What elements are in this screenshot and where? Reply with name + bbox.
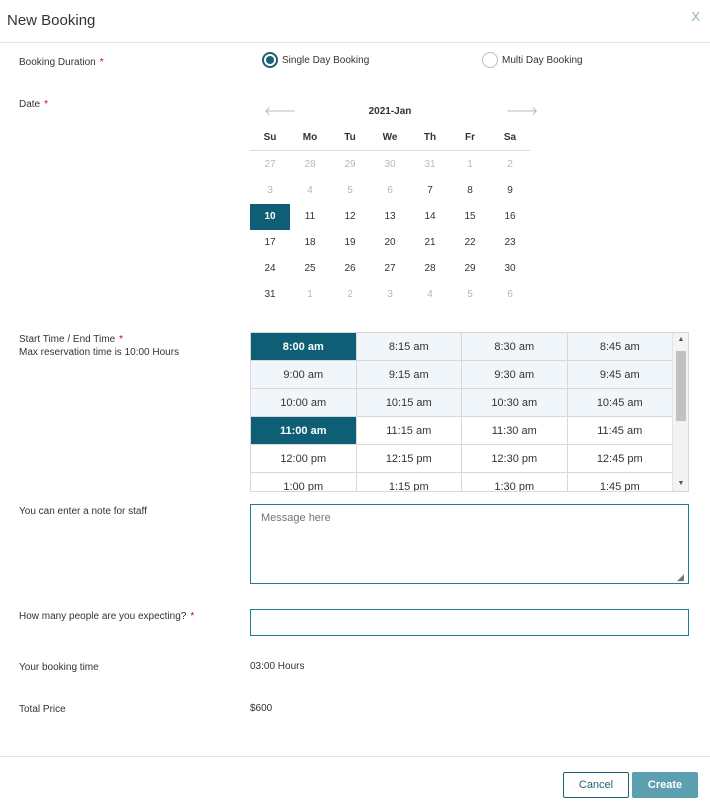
calendar-day[interactable]: 9 — [507, 185, 513, 196]
calendar-day[interactable]: 14 — [424, 211, 436, 222]
date-text: Date — [19, 99, 41, 110]
required-mark: * — [99, 57, 104, 68]
time-slot[interactable]: 8:30 am — [462, 333, 568, 361]
calendar-day[interactable]: 21 — [424, 237, 436, 248]
time-label — [19, 333, 179, 359]
calendar-day[interactable]: 29 — [344, 159, 356, 170]
calendar-week — [250, 282, 530, 308]
multi-day-radio[interactable] — [482, 52, 583, 68]
booking-duration-label — [19, 56, 104, 69]
calendar-week — [250, 204, 530, 230]
modal-title: New Booking — [7, 12, 96, 29]
calendar-day[interactable]: 1 — [467, 159, 473, 170]
time-slot[interactable]: 10:30 am — [462, 389, 568, 417]
calendar-day[interactable]: 25 — [304, 263, 316, 274]
calendar-day[interactable]: 23 — [504, 237, 516, 248]
time-slot-row — [251, 445, 673, 473]
people-text: How many people are you expecting? — [19, 611, 187, 622]
calendar-day[interactable]: 27 — [384, 263, 396, 274]
time-slot[interactable]: 10:15 am — [357, 389, 463, 417]
time-slot-grid — [251, 333, 673, 492]
time-slot[interactable]: 8:45 am — [568, 333, 674, 361]
weekday-label: Th — [423, 132, 437, 143]
calendar-day[interactable]: 16 — [504, 211, 516, 222]
create-button[interactable]: Create — [632, 772, 698, 798]
calendar-day[interactable]: 18 — [304, 237, 316, 248]
time-slot[interactable]: 1:00 pm — [251, 473, 357, 492]
resize-grip-icon[interactable]: ◢ — [677, 572, 684, 582]
calendar-day[interactable]: 2 — [347, 289, 353, 300]
scroll-down-icon[interactable]: ▼ — [677, 480, 685, 487]
calendar-day[interactable]: 27 — [264, 159, 276, 170]
time-slot[interactable]: 1:45 pm — [568, 473, 674, 492]
footer-divider — [0, 756, 710, 757]
calendar-day[interactable]: 8 — [467, 185, 473, 196]
radio-checked-icon — [262, 52, 278, 68]
time-slot[interactable]: 12:15 pm — [357, 445, 463, 473]
calendar-day[interactable]: 5 — [467, 289, 473, 300]
calendar-day[interactable]: 1 — [307, 289, 313, 300]
calendar-week — [250, 230, 530, 256]
calendar-week — [250, 152, 530, 178]
next-month-icon[interactable]: 🡒 — [506, 104, 539, 118]
booking-duration-text: Booking Duration — [19, 57, 96, 68]
calendar-day[interactable]: 30 — [384, 159, 396, 170]
booking-time-value: 03:00 Hours — [250, 661, 305, 672]
booking-time-label: Your booking time — [19, 662, 99, 673]
time-text: Start Time / End Time — [19, 334, 116, 345]
calendar-day[interactable]: 28 — [304, 159, 316, 170]
time-slot[interactable]: 11:15 am — [357, 417, 463, 445]
calendar-day[interactable]: 30 — [504, 263, 516, 274]
time-slot-row — [251, 361, 673, 389]
time-slot[interactable]: 12:00 pm — [251, 445, 357, 473]
time-slot-selected[interactable]: 11:00 am — [251, 417, 357, 445]
calendar-day[interactable]: 28 — [424, 263, 436, 274]
time-slot[interactable]: 12:30 pm — [462, 445, 568, 473]
calendar-day[interactable]: 19 — [344, 237, 356, 248]
required-mark: * — [44, 99, 49, 110]
required-mark: * — [190, 611, 195, 622]
people-label — [19, 610, 194, 623]
calendar-weekday-header — [250, 132, 530, 151]
calendar-week — [250, 178, 530, 204]
required-mark: * — [119, 334, 124, 345]
weekday-label: Mo — [302, 132, 318, 143]
calendar-day[interactable]: 3 — [387, 289, 393, 300]
time-slot[interactable]: 1:30 pm — [462, 473, 568, 492]
calendar-day[interactable]: 17 — [264, 237, 276, 248]
calendar-day[interactable]: 6 — [507, 289, 513, 300]
time-slot-row — [251, 473, 673, 492]
time-slot[interactable]: 8:15 am — [357, 333, 463, 361]
calendar-day[interactable]: 4 — [307, 185, 313, 196]
calendar-day[interactable]: 7 — [427, 185, 433, 196]
calendar-day[interactable]: 31 — [424, 159, 436, 170]
calendar-day[interactable]: 24 — [264, 263, 276, 274]
time-slot[interactable]: 9:00 am — [251, 361, 357, 389]
date-label — [19, 98, 48, 111]
calendar-day[interactable]: 6 — [387, 185, 393, 196]
calendar-week — [250, 256, 530, 282]
calendar-day[interactable]: 22 — [464, 237, 476, 248]
time-slot-row — [251, 389, 673, 417]
staff-note-input[interactable] — [250, 504, 689, 584]
weekday-label: Fr — [465, 132, 475, 143]
calendar-day[interactable]: 3 — [267, 185, 273, 196]
calendar-day[interactable]: 4 — [427, 289, 433, 300]
time-slot-row — [251, 417, 673, 445]
calendar-days — [250, 152, 530, 308]
close-icon[interactable]: X — [691, 9, 700, 24]
time-slot[interactable]: 11:30 am — [462, 417, 568, 445]
time-slot-scrollbar[interactable] — [672, 333, 688, 491]
multi-day-label: Multi Day Booking — [502, 54, 583, 66]
prev-month-icon[interactable]: 🡐 — [264, 104, 297, 118]
single-day-radio[interactable] — [262, 52, 369, 68]
weekday-label: Sa — [503, 132, 517, 143]
calendar-day[interactable]: 15 — [464, 211, 476, 222]
calendar-day-selected[interactable]: 10 — [250, 204, 290, 230]
time-slot[interactable]: 12:45 pm — [568, 445, 674, 473]
weekday-label: Su — [263, 132, 277, 143]
time-slot[interactable]: 9:15 am — [357, 361, 463, 389]
time-slot[interactable]: 9:30 am — [462, 361, 568, 389]
calendar-day[interactable]: 13 — [384, 211, 396, 222]
time-slot-row — [251, 333, 673, 361]
calendar-day[interactable]: 5 — [347, 185, 353, 196]
time-slot[interactable]: 9:45 am — [568, 361, 674, 389]
weekday-label: We — [382, 132, 398, 143]
time-slot[interactable]: 10:45 am — [568, 389, 674, 417]
time-slot[interactable]: 1:15 pm — [357, 473, 463, 492]
calendar-month-title: 2021-Jan — [368, 106, 412, 117]
note-label: You can enter a note for staff — [19, 506, 147, 517]
max-reservation-note: Max reservation time is 10:00 Hours — [19, 347, 180, 358]
calendar-day[interactable]: 31 — [264, 289, 276, 300]
calendar-day[interactable]: 29 — [464, 263, 476, 274]
calendar-day[interactable]: 26 — [344, 263, 356, 274]
single-day-label: Single Day Booking — [282, 54, 370, 66]
time-slot[interactable]: 10:00 am — [251, 389, 357, 417]
calendar-day[interactable]: 2 — [507, 159, 513, 170]
scroll-up-icon[interactable]: ▲ — [677, 336, 685, 343]
radio-unchecked-icon — [482, 52, 498, 68]
time-slot[interactable]: 11:45 am — [568, 417, 674, 445]
people-count-input[interactable] — [250, 609, 689, 636]
calendar-day[interactable]: 11 — [304, 211, 316, 222]
time-slot-selected[interactable]: 8:00 am — [251, 333, 357, 361]
weekday-label: Tu — [344, 132, 356, 143]
cancel-button[interactable]: Cancel — [563, 772, 629, 798]
total-price-label: Total Price — [19, 704, 66, 715]
scroll-thumb[interactable] — [676, 351, 686, 421]
time-slot-picker — [250, 332, 689, 492]
calendar-day[interactable]: 12 — [344, 211, 356, 222]
total-price-value: $600 — [250, 703, 273, 714]
modal-header — [0, 0, 710, 43]
calendar-day[interactable]: 20 — [384, 237, 396, 248]
